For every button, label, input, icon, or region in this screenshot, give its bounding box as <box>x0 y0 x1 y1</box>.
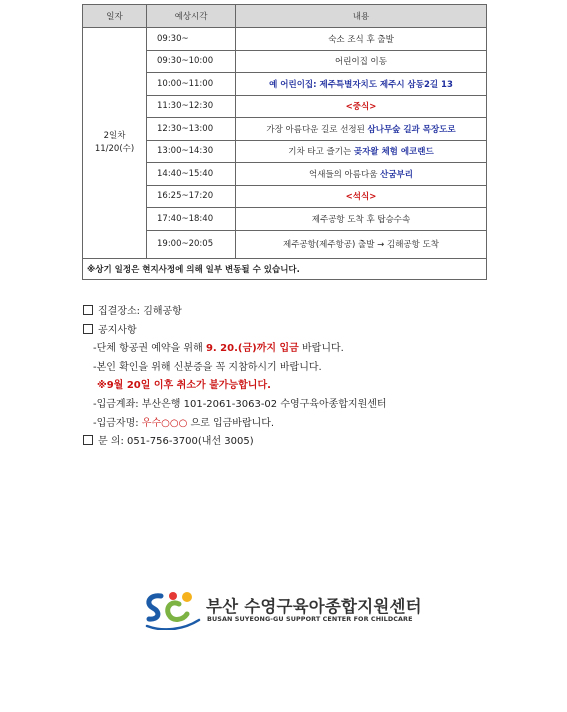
logo-name-kr: 부산 수영구육아종합지원센터 <box>206 597 422 616</box>
content-cell <box>236 185 487 208</box>
deadline-highlight: 9. 20.(금)까지 입금 <box>205 343 299 355</box>
checkbox-square-icon <box>83 305 93 315</box>
content-text: 억새들의 아름다움 <box>309 169 381 180</box>
notice-text: 으로 입금바랍니다. <box>187 417 275 429</box>
checkbox-square-icon <box>83 324 93 334</box>
notice-text: -입금자명: <box>93 417 142 429</box>
notice-line-depositor <box>83 415 387 434</box>
day-date: 11/20(수) <box>94 143 135 154</box>
content-text: 숙소 조식 후 출발 <box>328 34 394 45</box>
notice-line-account: -입금계좌: 부산은행 101-2061-3063-02 수영구육아종합지원센터 <box>93 398 387 410</box>
checkbox-square-icon <box>83 435 93 445</box>
childcare-logo-icon <box>143 588 203 630</box>
time-cell: 16:25~17:20 <box>147 185 236 208</box>
time-cell: 14:40~15:40 <box>147 163 236 186</box>
content-highlight: 예 어린이집: 제주특별자치도 제주시 삼동2길 13 <box>269 79 453 90</box>
meal-label: <석식> <box>345 192 377 203</box>
content-text: 제주공항(제주항공) 출발 → 김해공항 도착 <box>283 240 439 250</box>
logo-name-en: BUSAN SUYEONG-GU SUPPORT CENTER FOR CHILDCARE <box>207 615 413 623</box>
time-cell: 09:30~ <box>147 28 236 51</box>
day-label: 2일차 <box>103 130 126 141</box>
time-cell: 17:40~18:40 <box>147 208 236 231</box>
content-cell <box>236 140 487 163</box>
depositor-highlight: 우수○○○ <box>141 417 188 429</box>
content-text: 제주공항 도착 후 탑승수속 <box>311 214 411 225</box>
time-cell: 11:30~12:30 <box>147 95 236 118</box>
time-cell: 10:00~11:00 <box>147 73 236 96</box>
content-cell <box>236 28 487 51</box>
time-cell: 12:30~13:00 <box>147 118 236 141</box>
content-highlight: 곶자왈 체험 에코랜드 <box>353 147 434 158</box>
schedule-note: ※상기 일정은 현지사정에 의해 일부 변동될 수 있습니다. <box>83 258 487 279</box>
content-cell <box>236 95 487 118</box>
content-text: 가장 아름다운 길로 선정된 <box>266 124 368 135</box>
content-highlight: 삼나무숲 길과 목장도로 <box>367 124 456 135</box>
notice-line-cancel: ※9월 20일 이후 취소가 불가능합니다. <box>97 380 271 392</box>
contact-line <box>83 433 387 452</box>
center-logo <box>143 588 443 632</box>
content-cell <box>236 208 487 231</box>
time-cell: 09:30~10:00 <box>147 50 236 73</box>
contact-text: 문 의: 051-756-3700(내선 3005) <box>98 436 254 448</box>
time-cell: 13:00~14:30 <box>147 140 236 163</box>
content-cell <box>236 50 487 73</box>
time-cell: 19:00~20:05 <box>147 230 236 258</box>
header-date: 일자 <box>83 5 147 28</box>
notice-text: 바랍니다. <box>298 343 344 355</box>
table-row <box>83 28 487 51</box>
info-section <box>83 303 387 452</box>
content-text: 어린이집 이동 <box>335 57 387 68</box>
schedule-table <box>82 4 487 280</box>
content-cell <box>236 230 487 258</box>
schedule-header-row <box>83 5 487 28</box>
notice-title: 공지사항 <box>98 324 137 336</box>
header-content: 내용 <box>236 5 487 28</box>
notice-line-deadline <box>83 340 387 359</box>
content-text: 기차 타고 즐기는 <box>288 147 354 158</box>
meeting-place <box>83 303 387 322</box>
content-cell <box>236 73 487 96</box>
notice-text: -단체 항공권 예약을 위해 <box>93 343 206 355</box>
notice-line-id: -본인 확인을 위해 신분증을 꼭 지참하시기 바랍니다. <box>93 361 322 373</box>
meeting-place-text: 집결장소: 김해공항 <box>98 306 182 317</box>
day-cell <box>83 28 147 259</box>
note-row <box>83 258 487 279</box>
content-cell <box>236 118 487 141</box>
content-highlight: 산굼부리 <box>380 169 413 180</box>
header-time: 예상시각 <box>147 5 236 28</box>
content-cell <box>236 163 487 186</box>
meal-label: <중식> <box>345 102 377 113</box>
notice-heading <box>83 322 387 341</box>
